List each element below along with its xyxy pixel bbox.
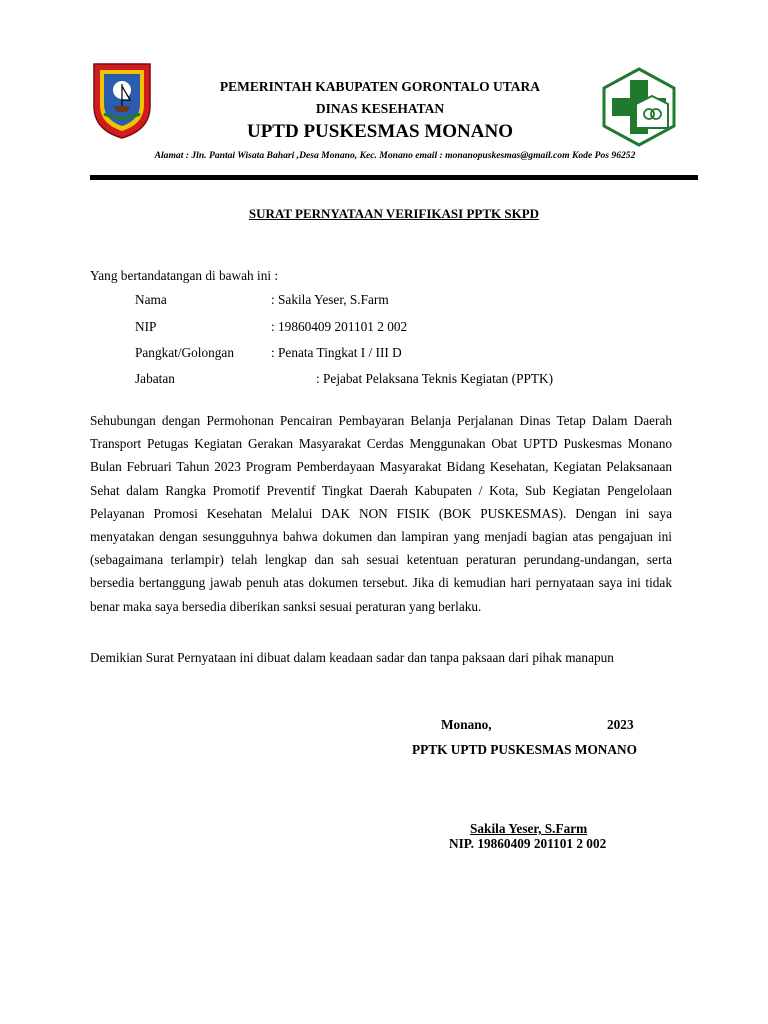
signature-place: Monano,: [441, 717, 492, 732]
field-value: : Pejabat Pelaksana Teknis Kegiatan (PPTK): [316, 371, 554, 386]
field-row-nip: [135, 319, 407, 335]
header-institution: UPTD PUSKESMAS MONANO: [246, 121, 513, 142]
header-address: Alamat : Jln. Pantai Wisata Bahari ,Desa Monano, Kec. Monano email : monanopuskesmas@gmail.com Kode Pos 96252: [154, 150, 636, 161]
field-label: NIP: [135, 319, 157, 334]
header-department: DINAS KESEHATAN: [315, 101, 445, 116]
closing-paragraph: Demikian Surat Pernyataan ini dibuat dalam keadaan sadar dan tanpa paksaan dari pihak manapun: [90, 650, 614, 665]
signature-nip: NIP. 19860409 201101 2 002: [449, 836, 607, 851]
document-title: SURAT PERNYATAAN VERIFIKASI PPTK SKPD: [248, 206, 540, 221]
signature-position: PPTK UPTD PUSKESMAS MONANO: [412, 742, 637, 757]
signature-name: Sakila Yeser, S.Farm: [470, 821, 588, 836]
field-row-nama: [135, 292, 389, 308]
field-row-jabatan: [135, 371, 553, 387]
header-divider: [90, 175, 698, 180]
field-row-pangkat: [135, 345, 402, 361]
puskesmas-logo-icon: [598, 66, 680, 148]
field-value: : Penata Tingkat I / III D: [271, 345, 402, 360]
intro-text: Yang bertandatangan di bawah ini :: [90, 268, 279, 283]
body-paragraph: Sehubungan dengan Permohonan Pencairan Pembayaran Belanja Perjalanan Dinas Tetap Dalam Daerah Transport Petugas Kegiatan Gerakan Masyarakat Cerdas Menggunakan Obat UPTD Puskesmas Monano Bulan Februari Tahun 2023 Program Pemberdayaan Masyarakat Bidang Kesehatan, Kegiatan Pelaksanaan Sehat dalam Rangka Promotif Preventif Tingkat Daerah Kabupaten / Kota, Sub Kegiatan Pengelolaan Pelayanan Promosi Kesehatan Melalui DAK NON FISIK (BOK PUSKESMAS). Dengan ini saya menyatakan dengan sesungguhnya bahwa dokumen dan lampiran yang menjadi bagian atas pengajuan ini (sebagaimana terlampir) telah lengkap dan sah sesuai ketentuan peraturan perundang-undangan, serta bersedia bertanggung jawab penuh atas dokumen tersebut. Jika di kemudian hari pernyataan saya ini tidak benar maka saya bersedia diberikan sanksi sesuai peraturan yang berlaku.: [90, 413, 672, 614]
header-government: PEMERINTAH KABUPATEN GORONTALO UTARA: [219, 79, 541, 94]
field-value: : 19860409 201101 2 002: [271, 319, 408, 334]
field-label: Nama: [135, 292, 167, 307]
field-label: Pangkat/Golongan: [135, 345, 234, 360]
field-label: Jabatan: [135, 371, 175, 386]
regency-coat-of-arms-icon: [90, 60, 154, 140]
field-value: : Sakila Yeser, S.Farm: [271, 292, 389, 307]
signature-year: 2023: [607, 717, 634, 732]
